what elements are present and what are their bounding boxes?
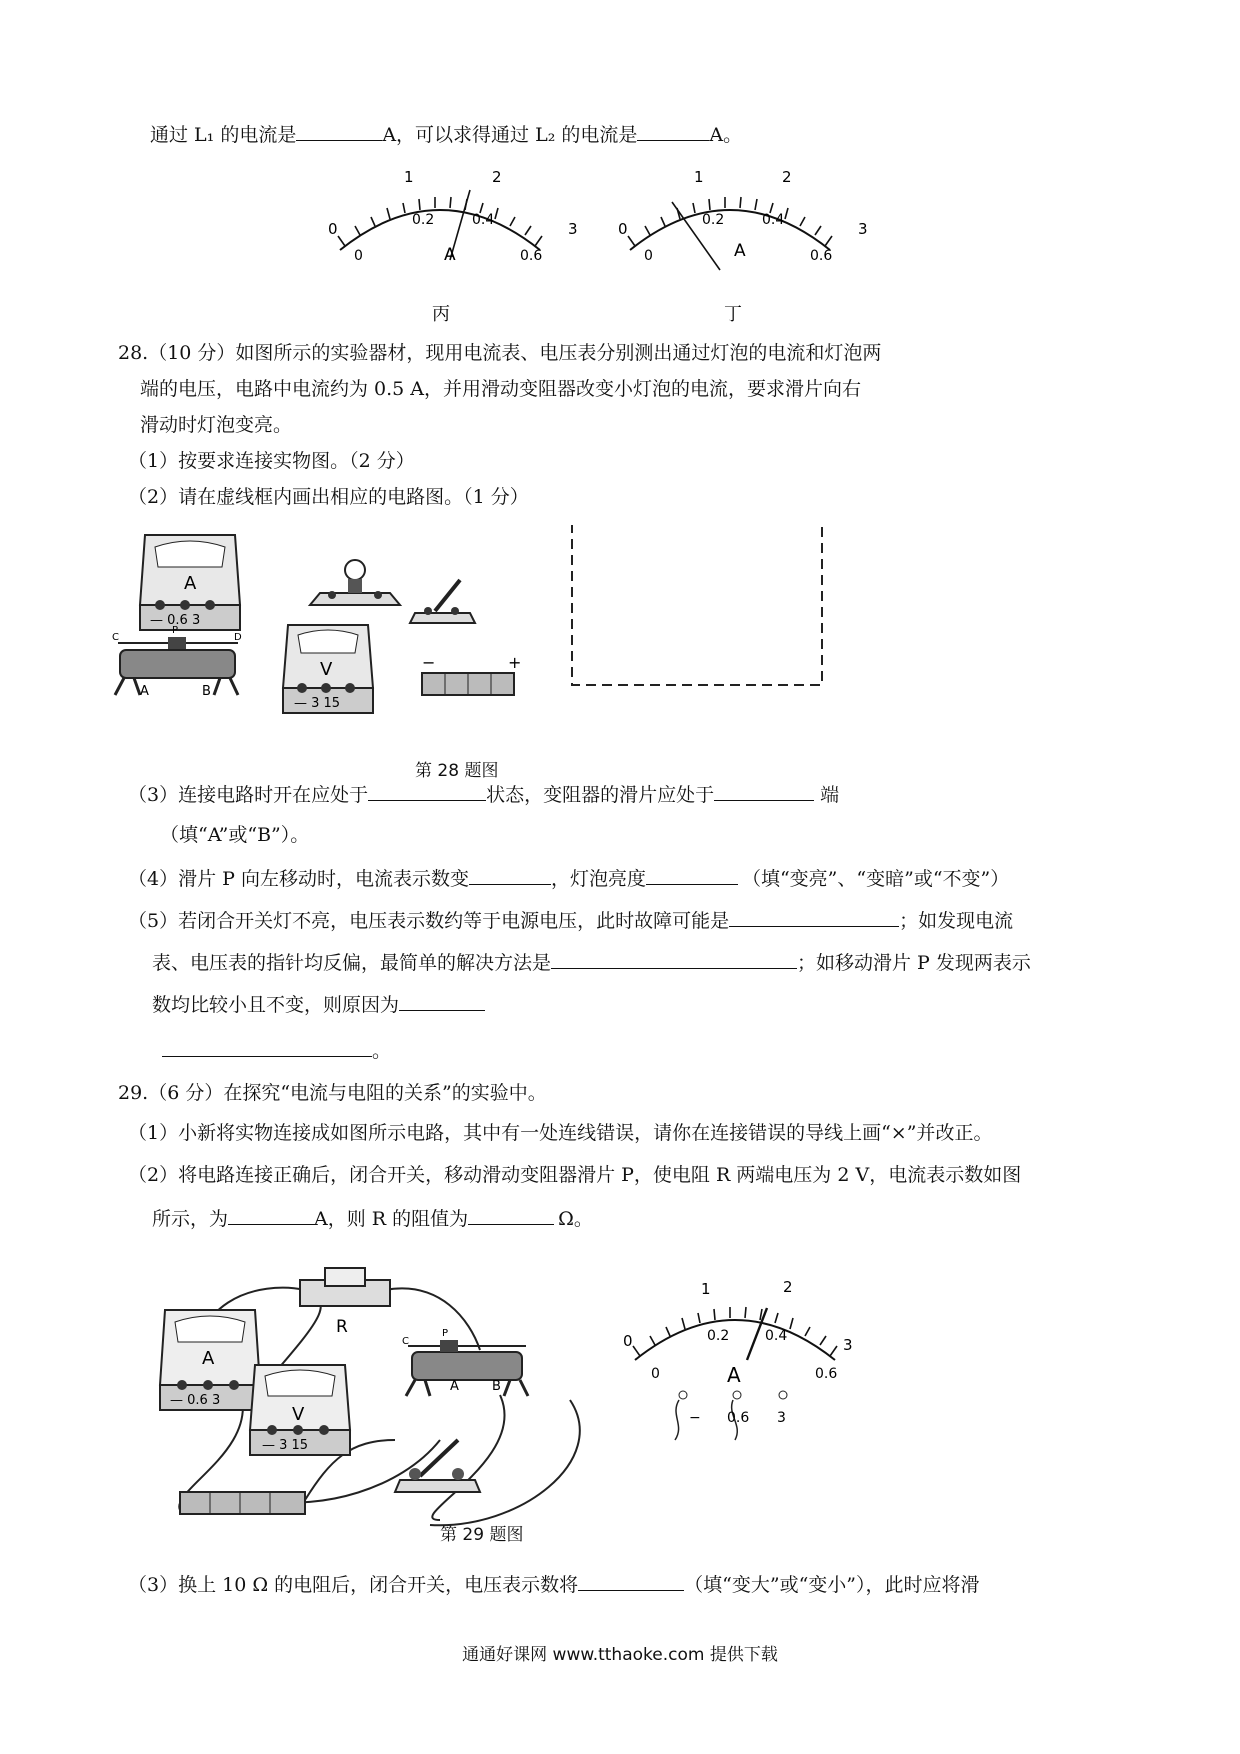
- q28-bulb: [310, 560, 400, 605]
- q28-battery-minus: −: [422, 653, 436, 672]
- q29-ammeter-symbol: A: [202, 1348, 215, 1369]
- meter-bing-bot-1: 0.2: [412, 212, 435, 228]
- q28-part-5-line-2: [152, 948, 1031, 976]
- q29-meter-bot-1: 0.2: [707, 1328, 730, 1344]
- page-footer: 通通好课网 www.tthaoke.com 提供下载: [462, 1645, 778, 1665]
- meter-bing-bot-3: 0.6: [520, 248, 543, 264]
- q29-ammeter-terminals: — 0.6 3: [170, 1393, 221, 1408]
- q27-text-1: 通过 L₁ 的电流是: [150, 124, 297, 146]
- q28-p4-text-b: ，灯泡亮度: [550, 868, 646, 890]
- q28-p3-blank-2[interactable]: [714, 780, 814, 801]
- meter-ding-label: 丁: [724, 304, 742, 325]
- meter-bing-label: 丙: [432, 304, 450, 325]
- q28-ammeter: [140, 535, 240, 630]
- q27-text-2: A，可以求得通过 L₂ 的电流是: [382, 124, 638, 146]
- q28-voltmeter: [283, 625, 373, 713]
- q29-voltmeter: [250, 1365, 350, 1455]
- meter-ding-top-0: 0: [618, 220, 628, 238]
- meter-bing-top-0: 0: [328, 220, 338, 238]
- q28-battery-plus: +: [508, 653, 522, 672]
- q29-rheostat-b: B: [492, 1379, 501, 1394]
- meter-bing-bot-0: 0: [354, 248, 363, 264]
- q29-meter-bot-3: 0.6: [815, 1366, 838, 1382]
- q28-intro-2: 端的电压，电路中电流约为 0.5 A，并用滑动变阻器改变小灯泡的电流，要求滑片向右: [140, 378, 862, 400]
- q28-ammeter-symbol: A: [184, 573, 197, 594]
- q29-meter-top-1: 1: [701, 1280, 711, 1298]
- q28-part-2: （2）请在虚线框内画出相应的电路图。（1 分）: [128, 486, 529, 508]
- q28-p5-text-f: 。: [372, 1040, 392, 1062]
- q28-rheostat: [112, 625, 242, 699]
- meter-ding-bot-1: 0.2: [702, 212, 725, 228]
- meter-ding-top-3: 3: [858, 220, 868, 238]
- q29-meter-term-3: 3: [777, 1410, 786, 1426]
- q28-p3-text-b: 状态，变阻器的滑片应处于: [486, 784, 715, 806]
- q28-part-3-hint: （填“A”或“B”）。: [160, 824, 310, 846]
- q29-meter-term-minus: −: [689, 1410, 701, 1426]
- q27-text-3: A。: [709, 124, 743, 146]
- q29-p2-text-b: 所示，为: [152, 1208, 229, 1230]
- q29-meter-bot-0: 0: [651, 1366, 660, 1382]
- q28-battery: [422, 653, 521, 695]
- meter-bing-bot-2: 0.4: [472, 212, 495, 228]
- q29-voltmeter-symbol: V: [292, 1404, 305, 1425]
- meter-ding-symbol: A: [734, 241, 746, 261]
- q28-voltmeter-terminals: — 3 15: [294, 696, 341, 711]
- q28-p5-blank-2[interactable]: [551, 948, 797, 969]
- q29-part-2-line-1: （2）将电路连接正确后，闭合开关，移动滑动变阻器滑片 P，使电阻 R 两端电压为 2 V，电流表示数如图: [128, 1164, 1022, 1186]
- q29-p3-blank[interactable]: [578, 1570, 684, 1591]
- q28-rheostat-c: C: [112, 632, 119, 643]
- q29-meter-top-0: 0: [623, 1332, 633, 1350]
- q28-p5-text-c: 表、电压表的指针均反偏，最简单的解决方法是: [152, 952, 552, 974]
- q29-meter-needle: [747, 1308, 767, 1360]
- q28-p4-text-c: （填“变亮”、“变暗”或“不变”）: [741, 868, 1010, 890]
- q28-switch: [410, 580, 475, 623]
- meter-bing-top-2: 2: [492, 168, 502, 186]
- q28-rheostat-p: P: [172, 625, 179, 636]
- meter-ding-bot-2: 0.4: [762, 212, 785, 228]
- q29-figure-caption: 第 29 题图: [440, 1525, 524, 1545]
- q28-part-3: [128, 780, 839, 808]
- q28-p5-blank-1[interactable]: [729, 906, 899, 927]
- q28-voltmeter-symbol: V: [320, 659, 333, 680]
- q28-p5-text-d: ；如移动滑片 P 发现两表示: [797, 952, 1031, 974]
- q28-p4-blank-2[interactable]: [646, 864, 738, 885]
- q28-rheostat-d: D: [234, 632, 242, 643]
- meter-ding-top-1: 1: [694, 168, 704, 186]
- q28-ammeter-terminals: — 0.6 3: [150, 613, 201, 628]
- q28-circuit-drawing-box[interactable]: [572, 525, 822, 685]
- meter-bing-top-1: 1: [404, 168, 414, 186]
- q28-figure-caption: 第 28 题图: [415, 761, 499, 781]
- q28-p5-blank-3[interactable]: [399, 990, 485, 1011]
- q29-meter-term-06: 0.6: [727, 1410, 750, 1426]
- q29-rheostat-p: P: [442, 1328, 449, 1339]
- q28-p3-text-a: （3）连接电路时开在应处于: [128, 784, 369, 806]
- q29-rheostat: [402, 1328, 528, 1396]
- q29-figure: [140, 1260, 900, 1530]
- q29-p3-text-b: （填“变大”或“变小”），此时应将滑: [684, 1574, 980, 1596]
- q29-rheostat-a: A: [450, 1379, 459, 1394]
- meter-ding-bot-3: 0.6: [810, 248, 833, 264]
- q29-battery: [180, 1492, 305, 1514]
- q29-meter-bot-2: 0.4: [765, 1328, 788, 1344]
- q28-part-5-line-1: [128, 906, 1013, 934]
- meter-ding-top-2: 2: [782, 168, 792, 186]
- q28-part-4: [128, 864, 1009, 892]
- q28-part-1: （1）按要求连接实物图。（2 分）: [128, 450, 415, 472]
- q28-figure: [110, 525, 940, 750]
- q29-part-2-line-2: [152, 1204, 593, 1232]
- q27-blank-1[interactable]: [296, 120, 382, 141]
- meter-bing-symbol: A: [444, 245, 456, 265]
- q28-part-5-line-4: [162, 1036, 391, 1064]
- q28-p5-text-a: （5）若闭合开关灯不亮，电压表示数约等于电源电压，此时故障可能是: [128, 910, 730, 932]
- q27-current-line: [150, 120, 742, 148]
- q28-rheostat-a: A: [140, 684, 149, 699]
- q28-rheostat-b: B: [202, 684, 211, 699]
- q29-meter-symbol: A: [727, 1363, 741, 1387]
- q28-part-5-line-3: [152, 990, 485, 1018]
- q28-p3-blank-1[interactable]: [368, 780, 486, 801]
- q29-resistor-label: R: [336, 1317, 348, 1337]
- q28-p5-text-e: 数均比较小且不变，则原因为: [152, 994, 400, 1016]
- q29-p2-blank-1[interactable]: [228, 1204, 314, 1225]
- meter-bing-top-3: 3: [568, 220, 578, 238]
- q29-part-3: [128, 1570, 980, 1598]
- q29-p2-text-c: A，则 R 的阻值为: [314, 1208, 469, 1230]
- q29-part-1: （1）小新将实物连接成如图所示电路，其中有一处连线错误，请你在连接错误的导线上画“×”并改正。: [128, 1122, 993, 1144]
- q29-meter-dial: [623, 1278, 853, 1440]
- meter-ding: [618, 168, 868, 325]
- meter-ding-bot-0: 0: [644, 248, 653, 264]
- q28-p4-text-a: （4）滑片 P 向左移动时，电流表示数变: [128, 868, 469, 890]
- q27-meters-figure: [320, 160, 880, 330]
- q28-p3-text-c: 端: [820, 784, 840, 806]
- q29-meter-top-2: 2: [783, 1278, 793, 1296]
- q29-rheostat-c: C: [402, 1336, 409, 1347]
- meter-bing: [328, 168, 578, 325]
- q28-p5-text-b: ；如发现电流: [899, 910, 1014, 932]
- q29-resistor: [300, 1268, 390, 1337]
- q27-blank-2[interactable]: [637, 120, 709, 141]
- q29-ammeter: [160, 1310, 260, 1410]
- q29-p2-blank-2[interactable]: [468, 1204, 554, 1225]
- q28-intro-1: 28.（10 分）如图所示的实验器材，现用电流表、电压表分别测出通过灯泡的电流和灯泡两: [118, 342, 882, 364]
- q28-p4-blank-1[interactable]: [469, 864, 551, 885]
- q28-intro-3: 滑动时灯泡变亮。: [140, 414, 293, 436]
- q29-p2-text-d: Ω。: [558, 1208, 593, 1230]
- q29-meter-top-3: 3: [843, 1336, 853, 1354]
- q28-p5-blank-4[interactable]: [162, 1036, 372, 1057]
- q29-p3-text-a: （3）换上 10 Ω 的电阻后，闭合开关，电压表示数将: [128, 1574, 579, 1596]
- q29-switch: [395, 1440, 480, 1492]
- q29-voltmeter-terminals: — 3 15: [262, 1438, 309, 1453]
- q29-intro: 29.（6 分）在探究“电流与电阻的关系”的实验中。: [118, 1082, 547, 1104]
